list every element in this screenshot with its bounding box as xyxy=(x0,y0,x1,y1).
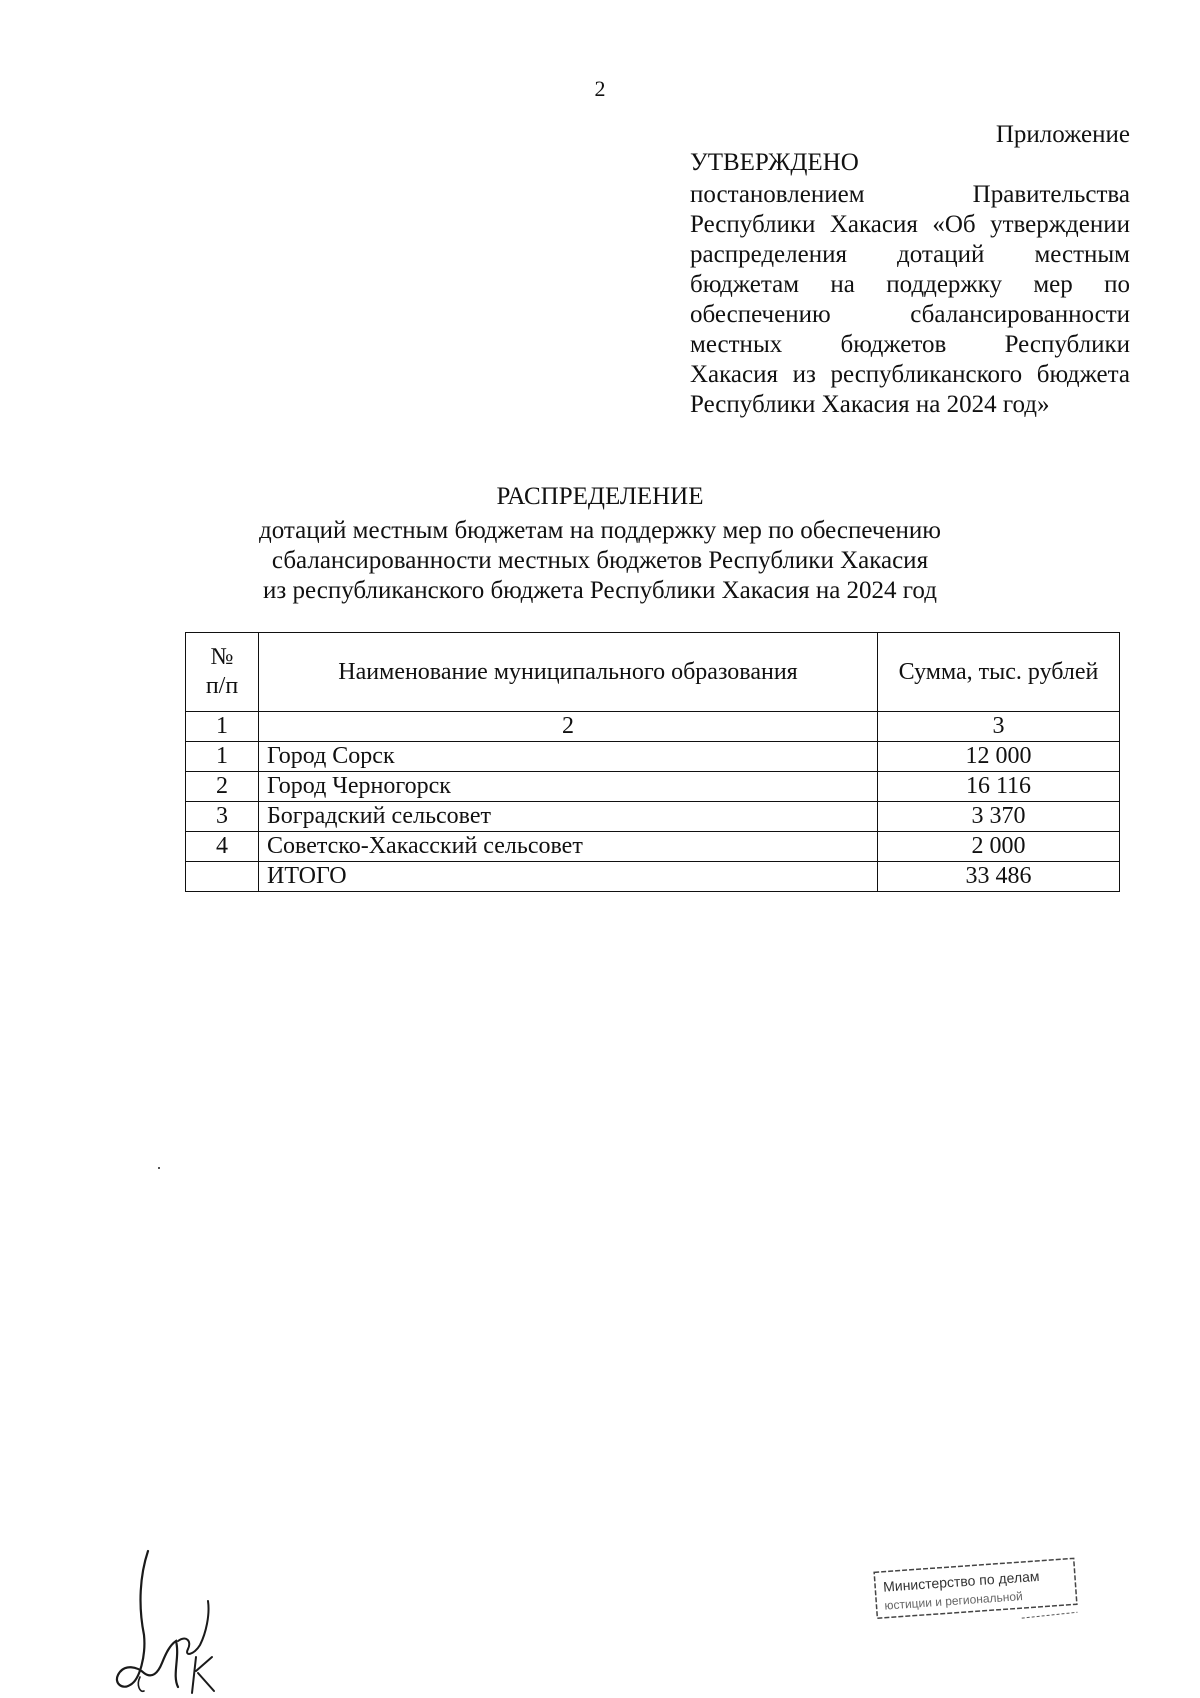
header-number-line-1: № xyxy=(210,644,234,670)
approval-word: сбалансированности xyxy=(910,301,1130,328)
approval-word: на xyxy=(830,271,855,298)
total-number xyxy=(186,862,259,892)
approval-word: постановлением xyxy=(690,181,865,208)
approval-word: Хакасия xyxy=(829,211,918,238)
approval-line xyxy=(690,360,1130,390)
approval-word: поддержку xyxy=(886,271,1002,298)
document-title xyxy=(0,482,1200,606)
approval-word: бюджета xyxy=(1036,361,1130,388)
scan-speck xyxy=(158,1167,160,1169)
row-name: Город Сорск xyxy=(259,742,878,772)
row-number: 3 xyxy=(186,802,259,832)
row-name: Боградский сельсовет xyxy=(259,802,878,832)
title-line-3: из республиканского бюджета Республики Хакасия на 2024 год xyxy=(263,577,937,604)
approval-word: бюджетам xyxy=(690,271,800,298)
row-amount: 3 370 xyxy=(878,802,1120,832)
row-number: 1 xyxy=(186,742,259,772)
total-row xyxy=(186,862,1120,892)
approval-word: «Об xyxy=(932,211,976,238)
approved-word: УТВЕРЖДЕНО xyxy=(690,149,859,176)
approval-line xyxy=(690,270,1130,300)
stamp-frame xyxy=(870,1555,1090,1635)
approval-word: Республики xyxy=(1004,331,1130,358)
distribution-table xyxy=(185,632,1120,892)
approval-word: Правительства xyxy=(972,181,1130,208)
approval-word: Республики xyxy=(690,211,816,238)
table-row xyxy=(186,772,1120,802)
title-heading: РАСПРЕДЕЛЕНИЕ xyxy=(496,483,704,510)
approval-word: бюджетов xyxy=(840,331,947,358)
approval-word: Хакасия xyxy=(690,361,778,388)
row-amount: 2 000 xyxy=(878,832,1120,862)
row-number: 4 xyxy=(186,832,259,862)
header-number-line-2: п/п xyxy=(205,673,239,699)
row-name: Город Черногорск xyxy=(259,772,878,802)
registration-stamp xyxy=(870,1555,1090,1635)
title-line-1: дотаций местным бюджетам на поддержку мер по обеспечению xyxy=(259,517,941,544)
approval-line xyxy=(690,180,1130,210)
approval-block xyxy=(690,148,1130,420)
approval-word: местным xyxy=(1034,241,1130,268)
approval-last-line: Республики Хакасия на 2024 год» xyxy=(690,391,1050,418)
approval-word: утверждении xyxy=(990,211,1130,238)
approval-word: местных xyxy=(690,331,783,358)
approval-word: из xyxy=(792,361,816,388)
approval-word: по xyxy=(1104,271,1130,298)
approval-line xyxy=(690,240,1130,270)
approval-word: республиканского xyxy=(830,361,1023,388)
stamp-line-1: Министерство по делам xyxy=(882,1567,1040,1595)
approval-word: обеспечению xyxy=(690,301,831,328)
table-row xyxy=(186,802,1120,832)
approval-text xyxy=(690,180,1130,390)
row-name: Советско-Хакасский сельсовет xyxy=(259,832,878,862)
stamp-line-2: юстиции и региональной xyxy=(884,1589,1024,1613)
approval-line xyxy=(690,300,1130,330)
approval-word: распределения xyxy=(690,241,847,268)
page-number: 2 xyxy=(594,76,606,101)
table-row xyxy=(186,832,1120,862)
header-name: Наименование муниципального образования xyxy=(259,633,878,712)
approval-word: мер xyxy=(1033,271,1073,298)
row-amount: 12 000 xyxy=(878,742,1120,772)
title-line-2: сбалансированности местных бюджетов Республики Хакасия xyxy=(271,547,929,574)
signature xyxy=(100,1545,230,1695)
column-index-2: 2 xyxy=(259,712,878,742)
row-number: 2 xyxy=(186,772,259,802)
total-amount: 33 486 xyxy=(878,862,1120,892)
header-number xyxy=(186,633,259,712)
row-amount: 16 116 xyxy=(878,772,1120,802)
approval-word: дотаций xyxy=(897,241,985,268)
approval-line xyxy=(690,330,1130,360)
table-header-row xyxy=(186,633,1120,712)
header-amount: Сумма, тыс. рублей xyxy=(878,633,1120,712)
column-index-3: 3 xyxy=(878,712,1120,742)
table-row xyxy=(186,742,1120,772)
approval-line xyxy=(690,210,1130,240)
appendix-label: Приложение xyxy=(995,121,1130,148)
total-label: ИТОГО xyxy=(259,862,878,892)
column-index-row xyxy=(186,712,1120,742)
column-index-1: 1 xyxy=(186,712,259,742)
